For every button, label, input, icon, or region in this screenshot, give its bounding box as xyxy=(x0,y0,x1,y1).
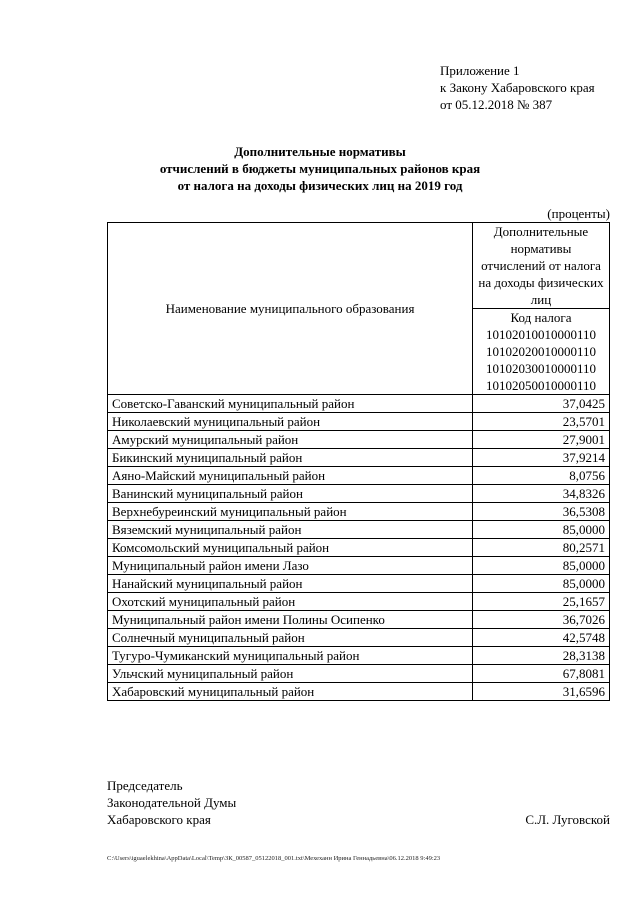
norm-value-cell: 28,3138 xyxy=(473,647,610,665)
appendix-line-2: к Закону Хабаровского края xyxy=(440,80,595,95)
table-row xyxy=(108,593,610,611)
table-row xyxy=(108,539,610,557)
signature-title-3: Хабаровского края xyxy=(107,812,211,827)
appendix-line-3: от 05.12.2018 № 387 xyxy=(440,97,553,112)
norm-value-cell: 36,5308 xyxy=(473,503,610,521)
header-code-cell xyxy=(473,309,610,395)
table-row xyxy=(108,611,610,629)
district-name-cell: Охотский муниципальный район xyxy=(108,593,473,611)
table-row xyxy=(108,647,610,665)
table-header-row xyxy=(108,223,610,309)
district-name-cell: Верхнебуреинский муниципальный район xyxy=(108,503,473,521)
table-row xyxy=(108,485,610,503)
district-name-cell: Ванинский муниципальный район xyxy=(108,485,473,503)
table-row xyxy=(108,413,610,431)
signatory-name: С.Л. Луговской xyxy=(525,812,610,827)
norms-table xyxy=(107,222,610,701)
district-name-cell: Нанайский муниципальный район xyxy=(108,575,473,593)
tax-code: 10102010010000110 xyxy=(485,327,597,342)
table-row xyxy=(108,449,610,467)
table-row xyxy=(108,467,610,485)
units-label: (проценты) xyxy=(547,206,610,221)
table-row xyxy=(108,557,610,575)
tax-code: 10102020010000110 xyxy=(485,344,597,359)
norm-value-cell: 37,9214 xyxy=(473,449,610,467)
table-row xyxy=(108,503,610,521)
norm-value-cell: 8,0756 xyxy=(473,467,610,485)
code-label: Код налога xyxy=(510,310,572,325)
tax-code: 10102050010000110 xyxy=(485,378,597,393)
table-row xyxy=(108,629,610,647)
district-name-cell: Муниципальный район имени Лазо xyxy=(108,557,473,575)
header-name-cell: Наименование муниципального образования xyxy=(108,223,473,395)
norm-value-cell: 36,7026 xyxy=(473,611,610,629)
file-path-footer: C:\Users\iguaelekhina\AppData\Local\Temp\ЗК_00587_05122018_001.txt\Мехеханн Ирина Геннадьевна\06.12.2018 9:49:23 xyxy=(107,855,441,862)
title-line-3: от налога на доходы физических лиц на 2019 год xyxy=(177,178,463,193)
district-name-cell: Ульчский муниципальный район xyxy=(108,665,473,683)
norm-value-cell: 23,5701 xyxy=(473,413,610,431)
district-name-cell: Муниципальный район имени Полины Осипенко xyxy=(108,611,473,629)
norm-value-cell: 67,8081 xyxy=(473,665,610,683)
appendix-header xyxy=(440,62,595,113)
district-name-cell: Аяно-Майский муниципальный район xyxy=(108,467,473,485)
district-name-cell: Бикинский муниципальный район xyxy=(108,449,473,467)
signature-title-2: Законодательной Думы xyxy=(107,795,237,810)
norm-value-cell: 80,2571 xyxy=(473,539,610,557)
header-norm-cell: Дополнительные нормативы отчислений от налога на доходы физических лиц xyxy=(473,223,610,309)
district-name-cell: Советско-Гаванский муниципальный район xyxy=(108,395,473,413)
table-row xyxy=(108,395,610,413)
norm-value-cell: 27,9001 xyxy=(473,431,610,449)
title-line-2: отчислений в бюджеты муниципальных районов края xyxy=(159,161,481,176)
norm-value-cell: 85,0000 xyxy=(473,521,610,539)
appendix-line-1: Приложение 1 xyxy=(440,63,520,78)
table-row xyxy=(108,431,610,449)
table-row xyxy=(108,665,610,683)
district-name-cell: Николаевский муниципальный район xyxy=(108,413,473,431)
table-row xyxy=(108,683,610,701)
document-title xyxy=(0,143,640,194)
norm-value-cell: 42,5748 xyxy=(473,629,610,647)
signature-block xyxy=(107,777,236,828)
district-name-cell: Тугуро-Чумиканский муниципальный район xyxy=(108,647,473,665)
norm-value-cell: 85,0000 xyxy=(473,575,610,593)
norm-value-cell: 25,1657 xyxy=(473,593,610,611)
district-name-cell: Хабаровский муниципальный район xyxy=(108,683,473,701)
district-name-cell: Солнечный муниципальный район xyxy=(108,629,473,647)
table-row xyxy=(108,575,610,593)
title-line-1: Дополнительные нормативы xyxy=(234,144,406,159)
norm-value-cell: 85,0000 xyxy=(473,557,610,575)
norm-value-cell: 34,8326 xyxy=(473,485,610,503)
district-name-cell: Комсомольский муниципальный район xyxy=(108,539,473,557)
norm-value-cell: 37,0425 xyxy=(473,395,610,413)
signature-title-1: Председатель xyxy=(107,778,183,793)
table-row xyxy=(108,521,610,539)
norm-value-cell: 31,6596 xyxy=(473,683,610,701)
district-name-cell: Амурский муниципальный район xyxy=(108,431,473,449)
tax-code: 10102030010000110 xyxy=(485,361,597,376)
district-name-cell: Вяземский муниципальный район xyxy=(108,521,473,539)
